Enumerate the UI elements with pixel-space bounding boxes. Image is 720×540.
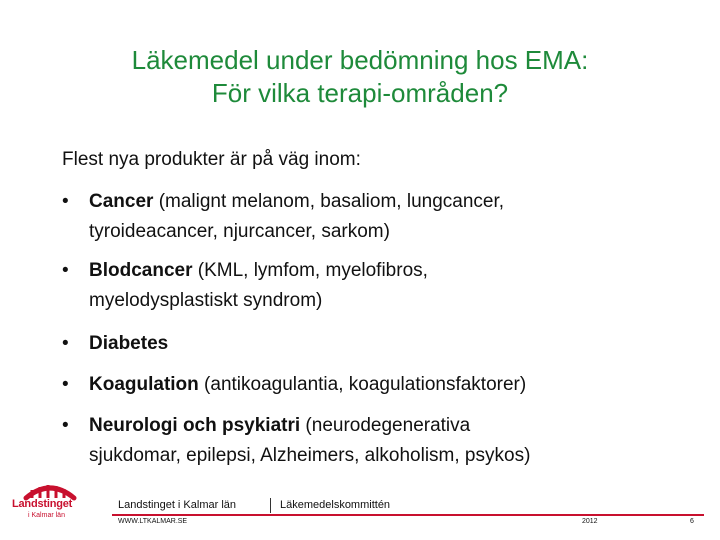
bullet-dot: • — [62, 333, 69, 354]
title-line-1: Läkemedel under bedömning hos EMA: — [131, 45, 589, 75]
bullet-detail: (KML, lymfom, myelofibros, — [192, 260, 428, 281]
bullet-heading: Cancer — [89, 191, 154, 212]
intro-text: Flest nya produkter är på väg inom: — [62, 149, 361, 170]
bullet-heading: Neurologi och psykiatri — [89, 415, 301, 436]
bullet-heading: Diabetes — [89, 333, 169, 354]
footer-organization: Landstinget i Kalmar län — [118, 499, 237, 511]
bullet-detail-continued: tyroideacancer, njurcancer, sarkom) — [89, 221, 390, 242]
bullet-detail: (antikoagulantia, koagulationsfaktorer) — [198, 374, 527, 395]
bullet-dot: • — [62, 415, 69, 436]
page-number: 6 — [690, 518, 694, 525]
bullet-dot: • — [62, 374, 69, 395]
bullet-detail-continued: sjukdomar, epilepsi, Alzheimers, alkoholism, psykos) — [89, 445, 531, 466]
bullet-heading: Blodcancer — [89, 260, 193, 281]
footer-separator — [270, 498, 271, 513]
footer-department: Läkemedelskommittén — [280, 499, 391, 511]
bullet-dot: • — [62, 191, 69, 212]
footer-url: WWW.LTKALMAR.SE — [118, 518, 188, 525]
bullet-heading: Koagulation — [89, 374, 199, 395]
title-line-2: För vilka terapi-områden? — [211, 78, 509, 108]
footer-year: 2012 — [582, 518, 598, 525]
logo-subtitle: i Kalmar län — [28, 512, 65, 519]
footer-rule — [112, 514, 704, 516]
slide-title — [40, 44, 680, 110]
bullet-detail: (neurodegenerativa — [300, 415, 471, 436]
bullet-dot: • — [62, 260, 69, 281]
logo-name: Landstinget — [12, 498, 73, 510]
bullet-detail: (malignt melanom, basaliom, lungcancer, — [153, 191, 505, 212]
bullet-detail-continued: myelodysplastiskt syndrom) — [89, 290, 323, 311]
